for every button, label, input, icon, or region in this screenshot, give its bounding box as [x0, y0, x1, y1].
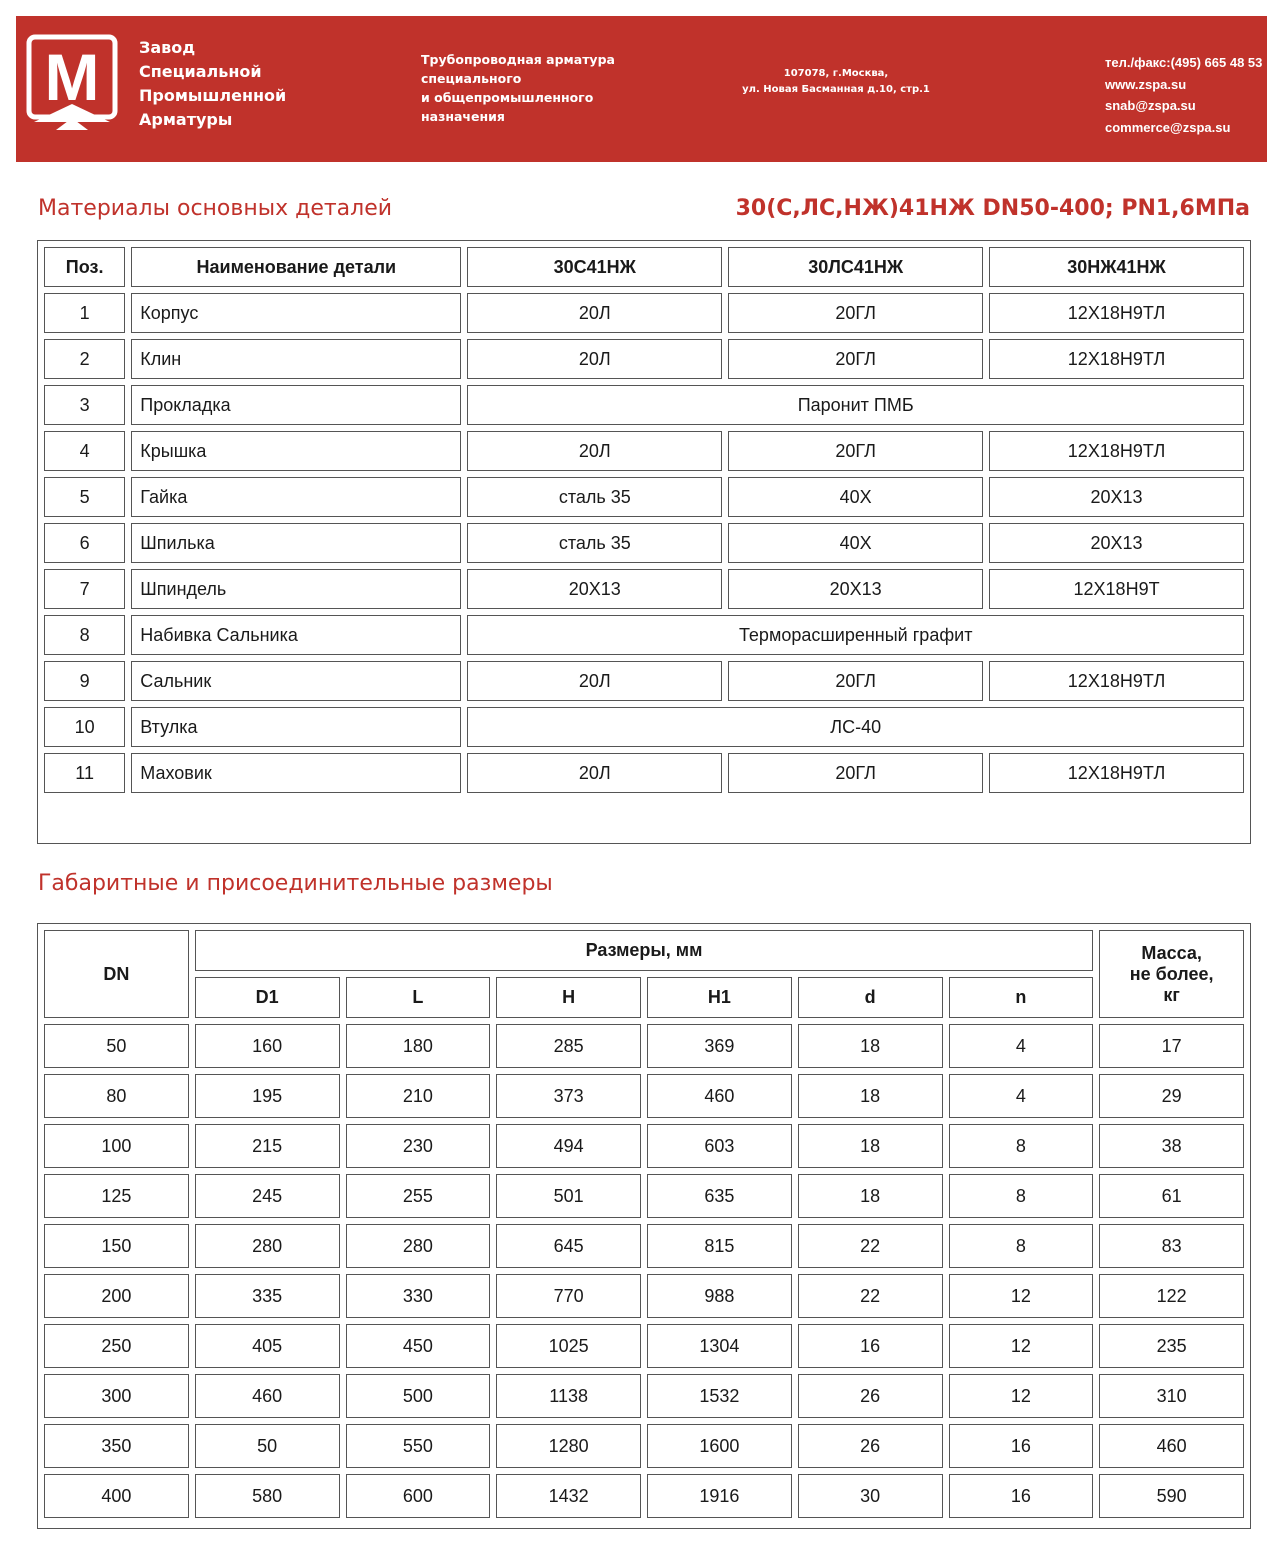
- materials-section-title: Материалы основных деталей: [38, 196, 393, 221]
- cell-material: 12Х18Н9ТЛ: [989, 661, 1244, 701]
- table-cell: 400: [44, 1474, 189, 1518]
- col-header-h1: H1: [647, 977, 792, 1018]
- table-cell: 8: [949, 1174, 1094, 1218]
- mass-header-line: кг: [1163, 984, 1180, 1005]
- table-cell: 460: [1099, 1424, 1244, 1468]
- table-row: [44, 661, 1244, 701]
- col-header-d: d: [798, 977, 943, 1018]
- table-cell: 4: [949, 1024, 1094, 1068]
- table-cell: 988: [647, 1274, 792, 1318]
- table-row: [44, 293, 1244, 333]
- table-row: [44, 1174, 1244, 1218]
- tagline-line: и общепромышленного: [421, 90, 594, 105]
- table-cell: 18: [798, 1174, 943, 1218]
- cell-pos: 5: [44, 477, 125, 517]
- table-row: [44, 615, 1244, 655]
- cell-pos: 4: [44, 431, 125, 471]
- company-tagline: [421, 50, 615, 126]
- table-cell: 330: [346, 1274, 491, 1318]
- table-cell: 460: [195, 1374, 340, 1418]
- table-cell: 16: [949, 1474, 1094, 1518]
- table-row: [44, 477, 1244, 517]
- table-row: [44, 1074, 1244, 1118]
- cell-part-name: Втулка: [131, 707, 461, 747]
- table-header-row: [44, 247, 1244, 287]
- table-cell: 1304: [647, 1324, 792, 1368]
- cell-material: 12Х18Н9ТЛ: [989, 753, 1244, 793]
- table-cell: 280: [195, 1224, 340, 1268]
- table-cell: 4: [949, 1074, 1094, 1118]
- table-cell: 26: [798, 1424, 943, 1468]
- col-header-l: L: [346, 977, 491, 1018]
- company-address: [731, 66, 941, 98]
- cell-material: 40Х: [728, 523, 983, 563]
- address-line: ул. Новая Басманная д.10, стр.1: [742, 84, 930, 95]
- table-cell: 285: [496, 1024, 641, 1068]
- table-cell: 770: [496, 1274, 641, 1318]
- table-cell: 580: [195, 1474, 340, 1518]
- table-cell: 600: [346, 1474, 491, 1518]
- table-cell: 1280: [496, 1424, 641, 1468]
- table-cell: 12: [949, 1374, 1094, 1418]
- col-header-name: Наименование детали: [131, 247, 461, 287]
- cell-part-name: Клин: [131, 339, 461, 379]
- table-cell: 18: [798, 1074, 943, 1118]
- col-header-model-3: 30НЖ41НЖ: [989, 247, 1244, 287]
- table-cell: 83: [1099, 1224, 1244, 1268]
- table-row: [44, 339, 1244, 379]
- table-cell: 230: [346, 1124, 491, 1168]
- table-cell: 645: [496, 1224, 641, 1268]
- table-cell: 38: [1099, 1124, 1244, 1168]
- cell-material-shared: ЛС-40: [467, 707, 1244, 747]
- contact-website-link[interactable]: www.zspa.su: [1105, 76, 1187, 92]
- table-cell: 125: [44, 1174, 189, 1218]
- table-cell: 8: [949, 1224, 1094, 1268]
- cell-material: 12Х18Н9ТЛ: [989, 431, 1244, 471]
- col-header-dimensions-group: Размеры, мм: [195, 930, 1094, 971]
- table-cell: 122: [1099, 1274, 1244, 1318]
- table-cell: 61: [1099, 1174, 1244, 1218]
- table-cell: 17: [1099, 1024, 1244, 1068]
- contact-email-link[interactable]: snab@zspa.su: [1105, 98, 1196, 113]
- table-cell: 235: [1099, 1324, 1244, 1368]
- table-cell: 1600: [647, 1424, 792, 1468]
- table-cell: 160: [195, 1024, 340, 1068]
- tagline-line: Трубопроводная арматура: [421, 52, 615, 67]
- table-cell: 16: [949, 1424, 1094, 1468]
- company-line: Завод: [139, 38, 196, 57]
- table-cell: 450: [346, 1324, 491, 1368]
- table-row: [44, 1274, 1244, 1318]
- cell-material: 20Х13: [989, 523, 1244, 563]
- table-cell: 26: [798, 1374, 943, 1418]
- col-header-dn: DN: [44, 930, 189, 1018]
- table-cell: 30: [798, 1474, 943, 1518]
- cell-part-name: Крышка: [131, 431, 461, 471]
- company-line: Промышленной: [139, 86, 287, 105]
- table-cell: 16: [798, 1324, 943, 1368]
- table-cell: 635: [647, 1174, 792, 1218]
- cell-material: сталь 35: [467, 523, 722, 563]
- table-cell: 180: [346, 1024, 491, 1068]
- cell-part-name: Гайка: [131, 477, 461, 517]
- table-cell: 8: [949, 1124, 1094, 1168]
- cell-part-name: Маховик: [131, 753, 461, 793]
- table-cell: 1432: [496, 1474, 641, 1518]
- model-title: 30(С,ЛС,НЖ)41НЖ DN50-400; PN1,6МПа: [735, 196, 1250, 221]
- table-cell: 18: [798, 1124, 943, 1168]
- contact-email-link[interactable]: commerce@zspa.su: [1105, 119, 1231, 135]
- table-row: [44, 1024, 1244, 1068]
- table-row: [44, 753, 1244, 793]
- table-row: [44, 1424, 1244, 1468]
- table-row: [44, 523, 1244, 563]
- table-cell: 50: [44, 1024, 189, 1068]
- table-row: [44, 1124, 1244, 1168]
- table-cell: 460: [647, 1074, 792, 1118]
- col-header-model-1: 30С41НЖ: [467, 247, 722, 287]
- table-cell: 80: [44, 1074, 189, 1118]
- table-cell: 815: [647, 1224, 792, 1268]
- cell-part-name: Сальник: [131, 661, 461, 701]
- table-cell: 50: [195, 1424, 340, 1468]
- table-cell: 550: [346, 1424, 491, 1468]
- cell-material: 20Л: [467, 661, 722, 701]
- cell-material: 20ГЛ: [728, 753, 983, 793]
- table-cell: 310: [1099, 1374, 1244, 1418]
- tagline-line: назначения: [421, 109, 505, 124]
- table-cell: 501: [496, 1174, 641, 1218]
- table-cell: 405: [195, 1324, 340, 1368]
- cell-part-name: Прокладка: [131, 385, 461, 425]
- company-contacts: [1105, 52, 1262, 138]
- table-cell: 335: [195, 1274, 340, 1318]
- table-cell: 494: [496, 1124, 641, 1168]
- cell-material: 20Л: [467, 293, 722, 333]
- col-header-d1: D1: [195, 977, 340, 1018]
- table-cell: 215: [195, 1124, 340, 1168]
- col-header-h: H: [496, 977, 641, 1018]
- table-row: [44, 431, 1244, 471]
- logo-letter: M: [44, 40, 100, 114]
- tagline-line: специального: [421, 71, 522, 86]
- cell-material: 20ГЛ: [728, 661, 983, 701]
- col-header-pos: Поз.: [44, 247, 125, 287]
- dimensions-section-title: Габаритные и присоединительные размеры: [38, 871, 553, 896]
- table-cell: 150: [44, 1224, 189, 1268]
- cell-material: 20ГЛ: [728, 431, 983, 471]
- dimensions-table-body: [44, 1024, 1244, 1518]
- cell-material: 20Х13: [728, 569, 983, 609]
- cell-pos: 1: [44, 293, 125, 333]
- table-row: [44, 1224, 1244, 1268]
- materials-table-frame: [37, 240, 1251, 844]
- cell-material: 20Л: [467, 431, 722, 471]
- table-row: [44, 569, 1244, 609]
- table-cell: 255: [346, 1174, 491, 1218]
- table-header-row: [44, 930, 1244, 971]
- cell-material: 12Х18Н9Т: [989, 569, 1244, 609]
- cell-material: 12Х18Н9ТЛ: [989, 293, 1244, 333]
- dimensions-table: [38, 924, 1250, 1524]
- table-row: [44, 385, 1244, 425]
- table-cell: 590: [1099, 1474, 1244, 1518]
- table-cell: 500: [346, 1374, 491, 1418]
- col-header-model-2: 30ЛС41НЖ: [728, 247, 983, 287]
- cell-pos: 10: [44, 707, 125, 747]
- mass-header-line: Масса,: [1141, 942, 1202, 963]
- company-name: [139, 36, 286, 132]
- col-header-n: n: [949, 977, 1094, 1018]
- table-row: [44, 1324, 1244, 1368]
- cell-pos: 7: [44, 569, 125, 609]
- cell-part-name: Шпиндель: [131, 569, 461, 609]
- cell-material: 20Л: [467, 339, 722, 379]
- company-line: Специальной: [139, 62, 262, 81]
- table-cell: 18: [798, 1024, 943, 1068]
- table-cell: 100: [44, 1124, 189, 1168]
- cell-pos: 2: [44, 339, 125, 379]
- materials-table: [38, 241, 1250, 799]
- table-cell: 1532: [647, 1374, 792, 1418]
- cell-material: 20Х13: [467, 569, 722, 609]
- table-cell: 1138: [496, 1374, 641, 1418]
- cell-pos: 6: [44, 523, 125, 563]
- table-row: [44, 1474, 1244, 1518]
- cell-material-shared: Паронит ПМБ: [467, 385, 1244, 425]
- table-cell: 210: [346, 1074, 491, 1118]
- table-cell: 350: [44, 1424, 189, 1468]
- table-cell: 603: [647, 1124, 792, 1168]
- materials-table-body: [44, 293, 1244, 793]
- dimensions-table-frame: [37, 923, 1251, 1529]
- cell-material: 20ГЛ: [728, 339, 983, 379]
- cell-part-name: Шпилька: [131, 523, 461, 563]
- company-logo-icon: [26, 34, 118, 134]
- table-row: [44, 1374, 1244, 1418]
- table-cell: 12: [949, 1324, 1094, 1368]
- table-cell: 29: [1099, 1074, 1244, 1118]
- table-cell: 1025: [496, 1324, 641, 1368]
- cell-pos: 3: [44, 385, 125, 425]
- table-cell: 373: [496, 1074, 641, 1118]
- table-row: [44, 707, 1244, 747]
- table-subheader-row: [44, 977, 1244, 1018]
- table-cell: 245: [195, 1174, 340, 1218]
- col-header-mass: [1099, 930, 1244, 1018]
- table-cell: 12: [949, 1274, 1094, 1318]
- cell-material: 20Х13: [989, 477, 1244, 517]
- cell-pos: 9: [44, 661, 125, 701]
- cell-part-name: Корпус: [131, 293, 461, 333]
- table-cell: 250: [44, 1324, 189, 1368]
- table-cell: 369: [647, 1024, 792, 1068]
- table-cell: 195: [195, 1074, 340, 1118]
- header-banner: [16, 16, 1267, 162]
- cell-material: 12Х18Н9ТЛ: [989, 339, 1244, 379]
- cell-material: 40Х: [728, 477, 983, 517]
- cell-material: 20Л: [467, 753, 722, 793]
- table-cell: 22: [798, 1274, 943, 1318]
- table-cell: 280: [346, 1224, 491, 1268]
- contact-phone: тел./факс:(495) 665 48 53: [1105, 55, 1263, 70]
- cell-material-shared: Терморасширенный графит: [467, 615, 1244, 655]
- company-line: Арматуры: [139, 110, 233, 129]
- address-line: 107078, г.Москва,: [783, 68, 889, 79]
- table-cell: 1916: [647, 1474, 792, 1518]
- cell-material: сталь 35: [467, 477, 722, 517]
- mass-header-line: не более,: [1129, 963, 1214, 984]
- table-cell: 22: [798, 1224, 943, 1268]
- cell-pos: 11: [44, 753, 125, 793]
- table-cell: 300: [44, 1374, 189, 1418]
- cell-part-name: Набивка Сальника: [131, 615, 461, 655]
- cell-pos: 8: [44, 615, 125, 655]
- cell-material: 20ГЛ: [728, 293, 983, 333]
- table-cell: 200: [44, 1274, 189, 1318]
